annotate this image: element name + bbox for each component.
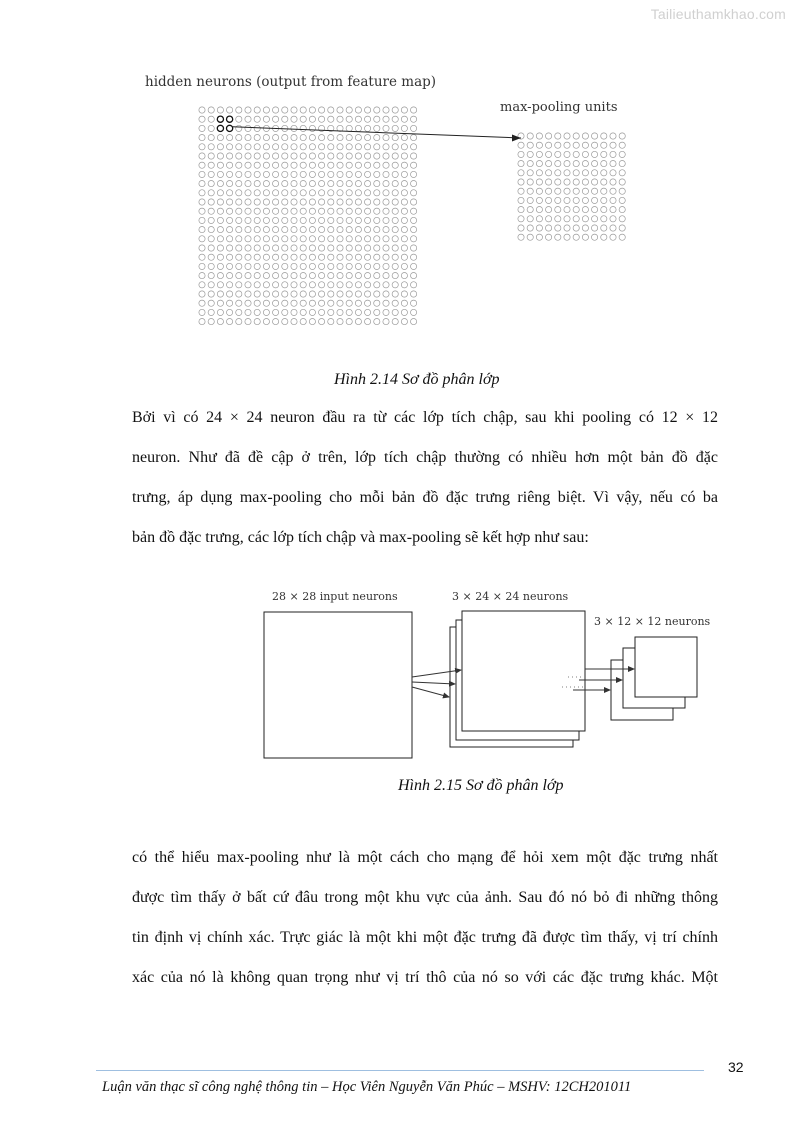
paragraph-1 [132,398,718,558]
figure-conv-pool-layers [262,585,722,765]
pool-neurons-label: 3 × 12 × 12 neurons [594,615,711,628]
pool-feature-map-1 [635,637,697,697]
conv-neurons-label: 3 × 24 × 24 neurons [452,590,569,603]
page-number: 32 [728,1059,744,1075]
pooling-arrow [233,127,521,138]
figure-caption-2-15: Hình 2.15 Sơ đồ phân lớp [398,777,564,794]
max-pooling-grid [518,133,625,240]
paragraph-2 [132,838,718,998]
paragraph-line: có thể hiểu max-pooling như là một cách cho mạng để hỏi xem một đặc trưng nhất [132,849,718,866]
footer-divider [96,1070,704,1071]
paragraph-line: trưng, áp dụng max-pooling cho mỗi bản đồ đặc trưng riêng biệt. Vì vậy, nếu có ba [132,489,718,506]
hidden-neuron-grid [199,107,417,325]
paragraph-line: xác của nó là không quan trọng như vị trí thô của nó so với các đặc trưng khác. Một [132,969,718,986]
input-neurons-label: 28 × 28 input neurons [272,590,398,603]
paragraph-line: được tìm thấy ở bất cứ đâu trong một khu vực của ảnh. Sau đó nó bỏ đi những thông [132,889,718,906]
arrow [412,687,449,697]
max-pooling-units-label: max-pooling units [500,100,618,115]
figure-max-pooling [140,66,680,336]
watermark: Tailieuthamkhao.com [650,6,786,22]
input-layer-box [264,612,412,758]
conv-feature-map-1 [462,611,585,731]
hidden-neurons-label: hidden neurons (output from feature map) [145,74,437,90]
layer-diagram [262,585,722,765]
paragraph-line: Bởi vì có 24 × 24 neuron đầu ra từ các lớp tích chập, sau khi pooling có 12 × 12 [132,409,718,426]
paragraph-line: bản đồ đặc trưng, các lớp tích chập và max-pooling sẽ kết hợp như sau: [132,529,589,546]
paragraph-line: tin định vị chính xác. Trực giác là một khi một đặc trưng đã được tìm thấy, vị trí chính [132,929,718,946]
paragraph-line: neuron. Như đã đề cập ở trên, lớp tích chập thường có nhiều hơn một bản đồ đặc [132,449,718,466]
footer-text: Luận văn thạc sĩ công nghệ thông tin – Học Viên Nguyễn Văn Phúc – MSHV: 12CH201011 [102,1079,632,1095]
arrow [412,682,455,684]
pooling-region [217,116,232,131]
figure-caption-2-14: Hình 2.14 Sơ đồ phân lớp [334,371,500,388]
arrow-head [512,135,521,142]
